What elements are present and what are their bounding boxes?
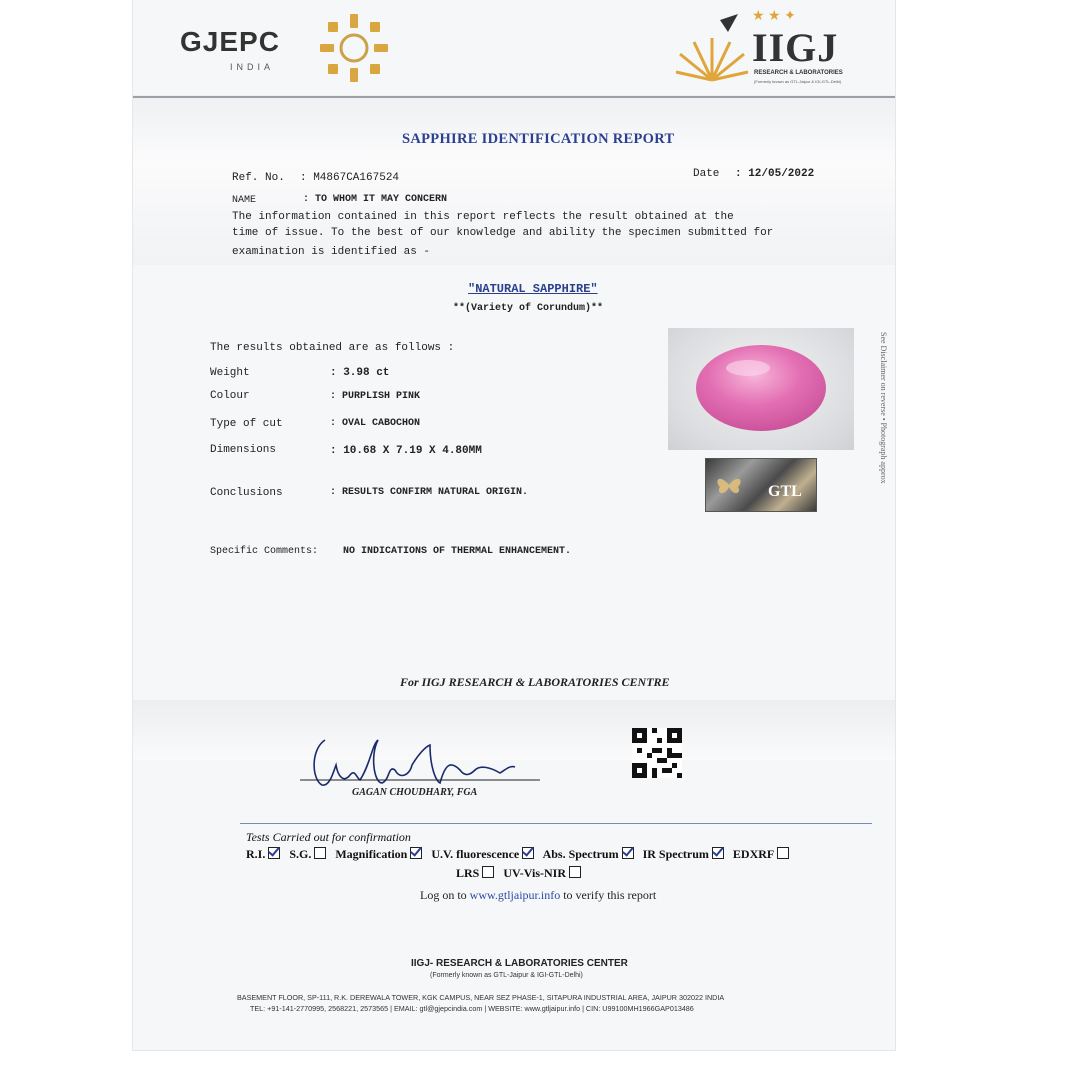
footer-org: IIGJ- RESEARCH & LABORATORIES CENTER — [411, 958, 628, 969]
header-divider — [133, 96, 895, 98]
comments-label: Specific Comments: — [210, 546, 319, 557]
intro-line-1: The information contained in this report reflects the result obtained at the — [232, 211, 734, 223]
test-label: LRS — [456, 866, 480, 880]
date-label: Date — [693, 168, 720, 180]
footer-contact: TEL: +91-141-2770995, 2568221, 2573565 | EMAIL: gtl@gjepcindia.com | WEBSITE: www.gtljaipur.info | CIN: U99100MH1966GAP013486 — [250, 1004, 694, 1013]
name-value: : TO WHOM IT MAY CONCERN — [303, 194, 448, 205]
test-checkbox[interactable] — [569, 866, 581, 878]
date-value: : 12/05/2022 — [735, 168, 815, 180]
row-label: Colour — [210, 390, 250, 402]
footer-address: BASEMENT FLOOR, SP-111, R.K. DEREWALA TOWER, KGK CAMPUS, NEAR SEZ PHASE-1, SITAPURA INDUSTRIAL AREA, JAIPUR 302022 INDIA — [237, 993, 725, 1002]
intro-line-2: time of issue. To the best of our knowledge and ability the specimen submitted for — [232, 227, 774, 239]
gjepc-logo-text: GJEPC — [180, 26, 280, 57]
side-disclaimer: See Disclaimer on reverse • Photograph approx — [879, 332, 888, 484]
hologram-sticker — [705, 458, 817, 512]
test-label: Magnification — [335, 847, 408, 861]
test-label: R.I. — [246, 847, 266, 861]
intro-line-3: examination is identified as - — [232, 246, 431, 258]
row-label: Type of cut — [210, 418, 283, 430]
qr-code-icon[interactable] — [632, 728, 682, 778]
footer-formerly: (Formerly known as GTL-Jaipur & IGI-GTL-Delhi) — [430, 972, 583, 979]
iigj-logo-text: IIGJ — [752, 25, 839, 70]
identification-result: "NATURAL SAPPHIRE" — [468, 282, 598, 296]
row-value: : 3.98 ct — [330, 367, 390, 379]
test-label: EDXRF — [732, 847, 775, 861]
test-checkbox[interactable] — [268, 847, 280, 859]
test-checkbox[interactable] — [522, 847, 534, 859]
test-label: S.G. — [289, 847, 312, 861]
test-label: U.V. fluorescence — [431, 847, 520, 861]
results-intro: The results obtained are as follows : — [210, 342, 455, 354]
iigj-logo-small: (Formerly known as GTL-Jaipur & IGI-GTL-Delhi) — [754, 79, 842, 84]
test-checkbox[interactable] — [410, 847, 422, 859]
name-label: NAME — [232, 195, 257, 206]
ref-label: Ref. No. — [232, 172, 285, 184]
gem-photo — [668, 328, 854, 450]
row-label: Weight — [210, 367, 250, 379]
row-value: : OVAL CABOCHON — [330, 418, 421, 429]
verify-prefix: Log on to — [420, 888, 467, 902]
test-checkbox[interactable] — [777, 847, 789, 859]
gjepc-logo-sub: INDIA — [230, 62, 275, 72]
test-checkbox[interactable] — [482, 866, 494, 878]
iigj-logo-sub: RESEARCH & LABORATORIES — [754, 70, 843, 76]
test-checkbox[interactable] — [712, 847, 724, 859]
row-value: : 10.68 X 7.19 X 4.80MM — [330, 445, 482, 457]
gem-cabochon-icon — [668, 328, 854, 450]
conclusions-label: Conclusions — [210, 487, 283, 499]
comments-value: NO INDICATIONS OF THERMAL ENHANCEMENT. — [343, 546, 572, 557]
signatory-name: GAGAN CHOUDHARY, FGA — [352, 787, 478, 798]
verify-link[interactable]: www.gtljaipur.info — [469, 888, 561, 902]
report-title: SAPPHIRE IDENTIFICATION REPORT — [402, 131, 675, 147]
tests-heading: Tests Carried out for confirmation — [246, 830, 411, 844]
conclusions-value: : RESULTS CONFIRM NATURAL ORIGIN. — [330, 487, 529, 498]
verify-suffix: to verify this report — [563, 888, 657, 902]
tests-row-1 — [246, 847, 795, 862]
test-label: UV-Vis-NIR — [503, 866, 567, 880]
test-checkbox[interactable] — [622, 847, 634, 859]
test-label: Abs. Spectrum — [542, 847, 619, 861]
test-label: IR Spectrum — [642, 847, 709, 861]
for-line: For IIGJ RESEARCH & LABORATORIES CENTRE — [400, 675, 670, 689]
variety-line: **(Variety of Corundum)** — [453, 303, 604, 314]
ref-value: : M4867CA167524 — [300, 172, 400, 184]
row-label: Dimensions — [210, 444, 277, 456]
tests-row-2 — [456, 866, 587, 881]
iigj-starburst-icon — [672, 10, 752, 90]
iigj-stars-icon: ★ ★ ✦ — [752, 9, 796, 24]
butterfly-icon — [714, 471, 744, 499]
hologram-text: GTL — [768, 483, 802, 500]
test-checkbox[interactable] — [314, 847, 326, 859]
row-value: : PURPLISH PINK — [330, 391, 421, 402]
verify-line — [420, 888, 656, 903]
gjepc-emblem-icon — [318, 12, 390, 84]
tests-divider — [240, 823, 872, 824]
